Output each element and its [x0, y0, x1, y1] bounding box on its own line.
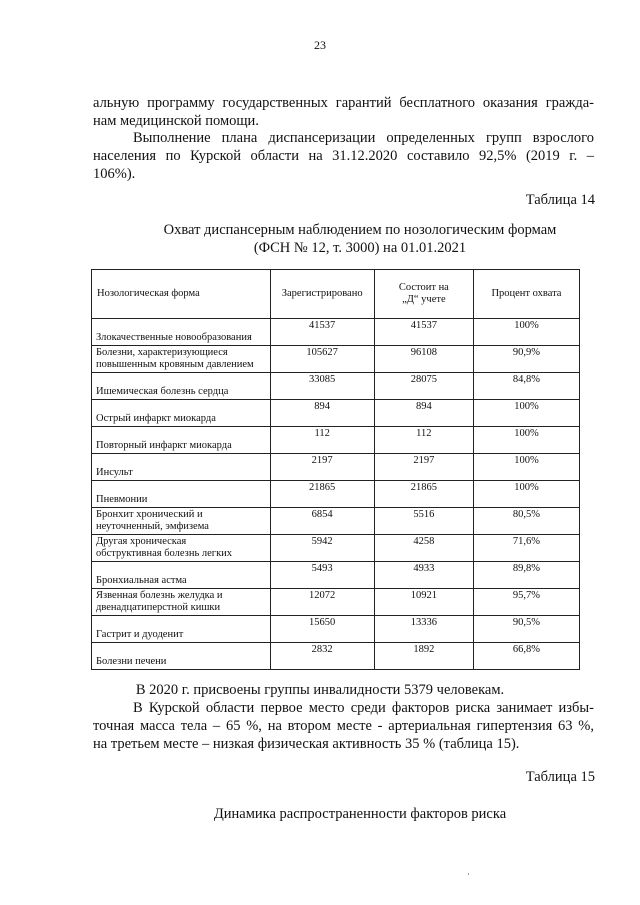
- nosological-form-cell: [92, 454, 271, 481]
- coverage-percent-cell: 100%: [473, 481, 579, 508]
- table-row: [92, 616, 580, 643]
- registered-count-cell: 21865: [270, 481, 374, 508]
- table-row: [92, 400, 580, 427]
- registered-count-cell: 2197: [270, 454, 374, 481]
- nosological-form-name: Болезни печени: [96, 656, 167, 667]
- coverage-percent-cell: 90,5%: [473, 616, 579, 643]
- disability-groups-sentence: В 2020 г. присвоены группы инвалидности 5379 человекам.: [135, 682, 505, 698]
- nosological-form-cell: [92, 535, 271, 562]
- nosological-form-name: Другая хроническая: [96, 536, 187, 547]
- registered-count-cell: 2832: [270, 643, 374, 670]
- nosological-form-cell: [92, 427, 271, 454]
- table14-label: Таблица 14: [525, 192, 595, 208]
- registered-count-cell: 12072: [270, 589, 374, 616]
- nosological-form-name: Бронхиальная астма: [96, 575, 187, 586]
- observed-count-cell: 894: [374, 400, 473, 427]
- table-row: [92, 427, 580, 454]
- registered-count-cell: 105627: [270, 346, 374, 373]
- nosological-form-name-continued: двенадцатиперстной кишки: [96, 602, 221, 613]
- page-number: 23: [314, 38, 326, 52]
- header-observed-line-1: Состоит на: [398, 282, 449, 293]
- nosological-form-name-continued: неуточненный, эмфизема: [96, 521, 209, 532]
- risk-factors-line-1: В Курской области первое место среди факторов риска занимает избы-: [133, 700, 594, 716]
- table-row: [92, 319, 580, 346]
- registered-count-cell: 894: [270, 400, 374, 427]
- registered-count-cell: 6854: [270, 508, 374, 535]
- intro-line-2: нам медицинской помощи.: [93, 113, 259, 129]
- nosological-form-cell: [92, 508, 271, 535]
- nosological-form-cell: [92, 562, 271, 589]
- intro-line-1: альную программу государственных гарантий бесплатного оказания гражда-: [93, 95, 594, 111]
- header-observed-line-2: „Д“ учете: [402, 294, 446, 305]
- nosological-form-cell: [92, 319, 271, 346]
- nosological-form-name: Язвенная болезнь желудка и: [96, 590, 223, 601]
- intro-line-3: Выполнение плана диспансеризации определенных групп взрослого: [133, 130, 594, 146]
- table-row: [92, 535, 580, 562]
- nosological-form-name: Пневмонии: [96, 494, 148, 505]
- nosological-form-name: Острый инфаркт миокарда: [96, 413, 216, 424]
- coverage-percent-cell: 95,7%: [473, 589, 579, 616]
- observed-count-cell: 28075: [374, 373, 473, 400]
- table-row: [92, 346, 580, 373]
- table-row: [92, 373, 580, 400]
- table15-title: Динамика распространенности факторов риска: [213, 806, 507, 822]
- registered-count-cell: 41537: [270, 319, 374, 346]
- header-form: Нозологическая форма: [92, 270, 271, 319]
- table-row: [92, 454, 580, 481]
- nosological-form-name: Бронхит хронический и: [96, 509, 203, 520]
- coverage-percent-cell: 66,8%: [473, 643, 579, 670]
- observed-count-cell: 2197: [374, 454, 473, 481]
- nosological-form-cell: [92, 643, 271, 670]
- observed-count-cell: 4933: [374, 562, 473, 589]
- observed-count-cell: 112: [374, 427, 473, 454]
- nosological-form-name: Ишемическая болезнь сердца: [96, 386, 229, 397]
- intro-line-4: населения по Курской области на 31.12.2020 составило 92,5% (2019 г. –: [93, 148, 594, 164]
- nosological-form-name-continued: обструктивная болезнь легких: [96, 548, 233, 559]
- registered-count-cell: 5942: [270, 535, 374, 562]
- coverage-percent-cell: 100%: [473, 319, 579, 346]
- nosological-form-name: Болезни, характеризующиеся: [96, 347, 228, 358]
- registered-count-cell: 15650: [270, 616, 374, 643]
- observed-count-cell: 4258: [374, 535, 473, 562]
- coverage-percent-cell: 84,8%: [473, 373, 579, 400]
- scan-speck: [468, 873, 469, 875]
- coverage-percent-cell: 100%: [473, 454, 579, 481]
- coverage-percent-cell: 71,6%: [473, 535, 579, 562]
- nosological-form-cell: [92, 346, 271, 373]
- nosological-coverage-table: [91, 269, 580, 670]
- nosological-form-name: Инсульт: [96, 467, 133, 478]
- intro-line-5: 106%).: [93, 166, 136, 182]
- nosological-form-cell: [92, 589, 271, 616]
- nosological-form-name: Повторный инфаркт миокарда: [96, 440, 232, 451]
- header-coverage: Процент охвата: [473, 270, 579, 319]
- nosological-form-name-continued: повышенным кровяным давлением: [96, 359, 254, 370]
- table14-title-line-2: (ФСН № 12, т. 3000) на 01.01.2021: [253, 240, 467, 256]
- nosological-form-cell: [92, 616, 271, 643]
- table-header-row: [92, 270, 580, 319]
- table15-label: Таблица 15: [525, 769, 595, 785]
- table-row: [92, 589, 580, 616]
- observed-count-cell: 96108: [374, 346, 473, 373]
- coverage-percent-cell: 100%: [473, 400, 579, 427]
- risk-factors-line-2: точная масса тела – 65 %, на втором месте - артериальная гипертензия 63 %,: [93, 718, 594, 734]
- table-row: [92, 508, 580, 535]
- nosological-form-cell: [92, 373, 271, 400]
- table-row: [92, 562, 580, 589]
- observed-count-cell: 13336: [374, 616, 473, 643]
- risk-factors-line-3: на третьем месте – низкая физическая активность 35 % (таблица 15).: [93, 736, 520, 752]
- coverage-percent-cell: 90,9%: [473, 346, 579, 373]
- registered-count-cell: 33085: [270, 373, 374, 400]
- registered-count-cell: 112: [270, 427, 374, 454]
- observed-count-cell: 5516: [374, 508, 473, 535]
- nosological-form-cell: [92, 400, 271, 427]
- nosological-form-cell: [92, 481, 271, 508]
- table14-title-line-1: Охват диспансерным наблюдением по нозологическим формам: [163, 222, 557, 238]
- observed-count-cell: 21865: [374, 481, 473, 508]
- observed-count-cell: 41537: [374, 319, 473, 346]
- header-registered: Зарегистрировано: [270, 270, 374, 319]
- coverage-percent-cell: 100%: [473, 427, 579, 454]
- table-row: [92, 643, 580, 670]
- header-observed: [374, 270, 473, 319]
- observed-count-cell: 1892: [374, 643, 473, 670]
- registered-count-cell: 5493: [270, 562, 374, 589]
- nosological-form-name: Гастрит и дуоденит: [96, 629, 184, 640]
- coverage-percent-cell: 80,5%: [473, 508, 579, 535]
- coverage-percent-cell: 89,8%: [473, 562, 579, 589]
- nosological-form-name: Злокачественные новообразования: [96, 332, 252, 343]
- table-row: [92, 481, 580, 508]
- observed-count-cell: 10921: [374, 589, 473, 616]
